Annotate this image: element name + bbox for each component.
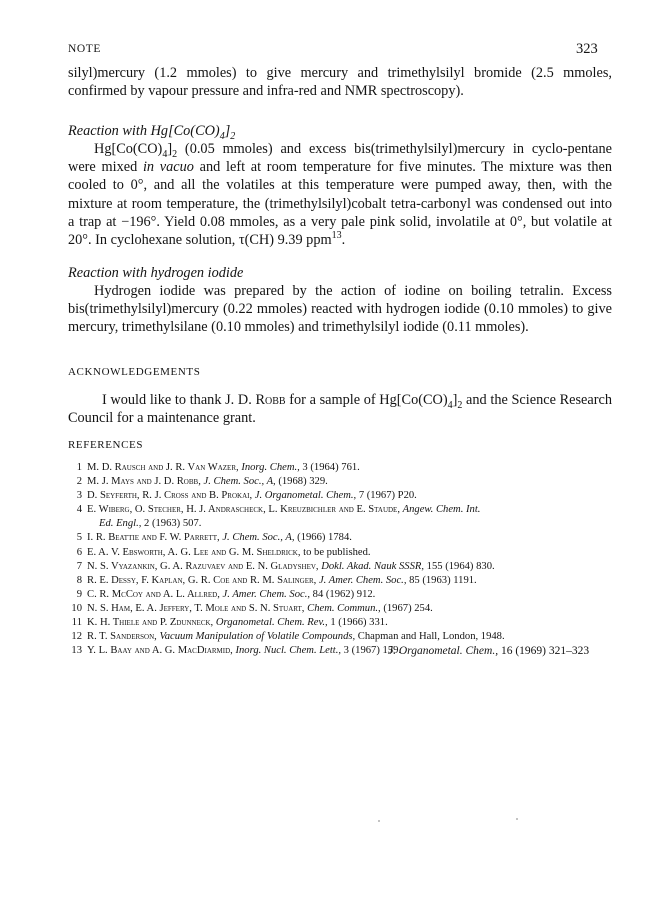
page-number: 323: [576, 41, 598, 57]
reference-item: 9 C. R. McCoy and A. L. Allred, J. Amer. Chem. Soc., 84 (1962) 912.: [76, 588, 376, 600]
reference-item: 1 M. D. Rausch and J. R. Van Wazer, Inorg. Chem., 3 (1964) 761.: [76, 462, 360, 473]
reference-item: 5 I. R. Beattie and F. W. Parrett, J. Chem. Soc., A, (1966) 1784.: [76, 532, 352, 544]
reference-item: 13 Y. L. Baay and A. G. MacDiarmid, Inorg. Nucl. Chem. Lett., 3 (1967) 159.: [71, 645, 402, 657]
reference-item: 8 R. E. Dessy, F. Kaplan, G. R. Coe and R. M. Salinger, J. Amer. Chem. Soc., 85 (1963) 1191.: [76, 574, 477, 586]
reference-list: [68, 461, 620, 658]
paragraph-continued: silyl)mercury (1.2 mmoles) to give mercury and trimethylsilyl bromide (2.5 mmoles, confirmed by vapour pressure and infra-red and NMR spectroscopy).: [68, 65, 612, 100]
scan-speck: [516, 818, 518, 820]
references-heading: REFERENCES: [68, 439, 144, 451]
running-head: NOTE: [68, 43, 102, 55]
reference-item: 2 M. J. Mays and J. D. Robb, J. Chem. Soc., A, (1968) 329.: [76, 476, 328, 488]
scan-speck: [378, 820, 380, 822]
reference-item: 10 N. S. Ham, E. A. Jeffery, T. Mole and S. N. Stuart, Chem. Commun., (1967) 254.: [71, 602, 433, 614]
reference-item: 12 R. T. Sanderson, Vacuum Manipulation of Volatile Compounds, Chapman and Hall, London, 1948.: [71, 631, 505, 643]
section-heading-cobalt: Reaction with $Hg[Co(CO)_4]_2$: [68, 123, 236, 142]
paragraph-cobalt-reaction: $Hg[Co(CO)_4]_2$ (0.05 mmoles) and excess bis(trimethylsilyl)mercury in cyclo-pentane were mixed in vacuo and left at room temperature for five minutes. The mixture was then cooled to 0°, and all the volatiles at this temperature were pumped away, then, with the mixture at room temperature, the (trimethylsilyl)cobalt tetra-carbonyl was condensed out into a trap at −196°. Yield 0.08 mmoles, as a very pale pink solid, involatile at 0°, but volatile at 20°. In cyclohexane solution, τ(CH) 9.39 ppm$^{13}$.: [68, 141, 612, 249]
paragraph-hydrogen-iodide: Hydrogen iodide was prepared by the action of iodine on boiling tetralin. Excess bis(trimethylsilyl)mercury (0.22 mmoles) reacted with hydrogen iodide (0.10 mmoles) to give mercury, trimethylsilane (0.10 mmoles) and trimethylsilyl iodide (0.11 mmoles).: [68, 283, 612, 336]
reference-item: 11 K. H. Thiele and P. Zdunneck, Organometal. Chem. Rev., 1 (1966) 331.: [71, 617, 388, 629]
acknowledgements-text: I would like to thank J. D. Robb for a sample of $Hg[Co(CO)_4]_2$ and the Science Research Council for a maintenance grant.: [68, 392, 612, 427]
reference-item: 7 N. S. Vyazankin, G. A. Razuvaev and E. N. Gladyshev, Dokl. Akad. Nauk SSSR, 155 (1964) 830.: [76, 560, 495, 572]
acknowledgements-heading: ACKNOWLEDGEMENTS: [68, 366, 201, 378]
reference-item: 6 E. A. V. Ebsworth, A. G. Lee and G. M. Sheldrick, to be published.: [76, 546, 371, 558]
journal-citation: J. Organometal. Chem., 16 (1969) 321–323: [388, 645, 590, 657]
reference-item: 4 E. Wiberg, O. Stecher, H. J. Andrascheck, L. Kreuzbichler and E. Staude, Angew. Chem. Int. Ed. Engl., 2 (1963) 507.: [76, 504, 481, 530]
reference-item: 3 D. Seyferth, R. J. Cross and B. Prokai, J. Organometal. Chem., 7 (1967) P20.: [76, 490, 417, 502]
section-heading-hydrogen-iodide: Reaction with hydrogen iodide: [68, 265, 244, 281]
